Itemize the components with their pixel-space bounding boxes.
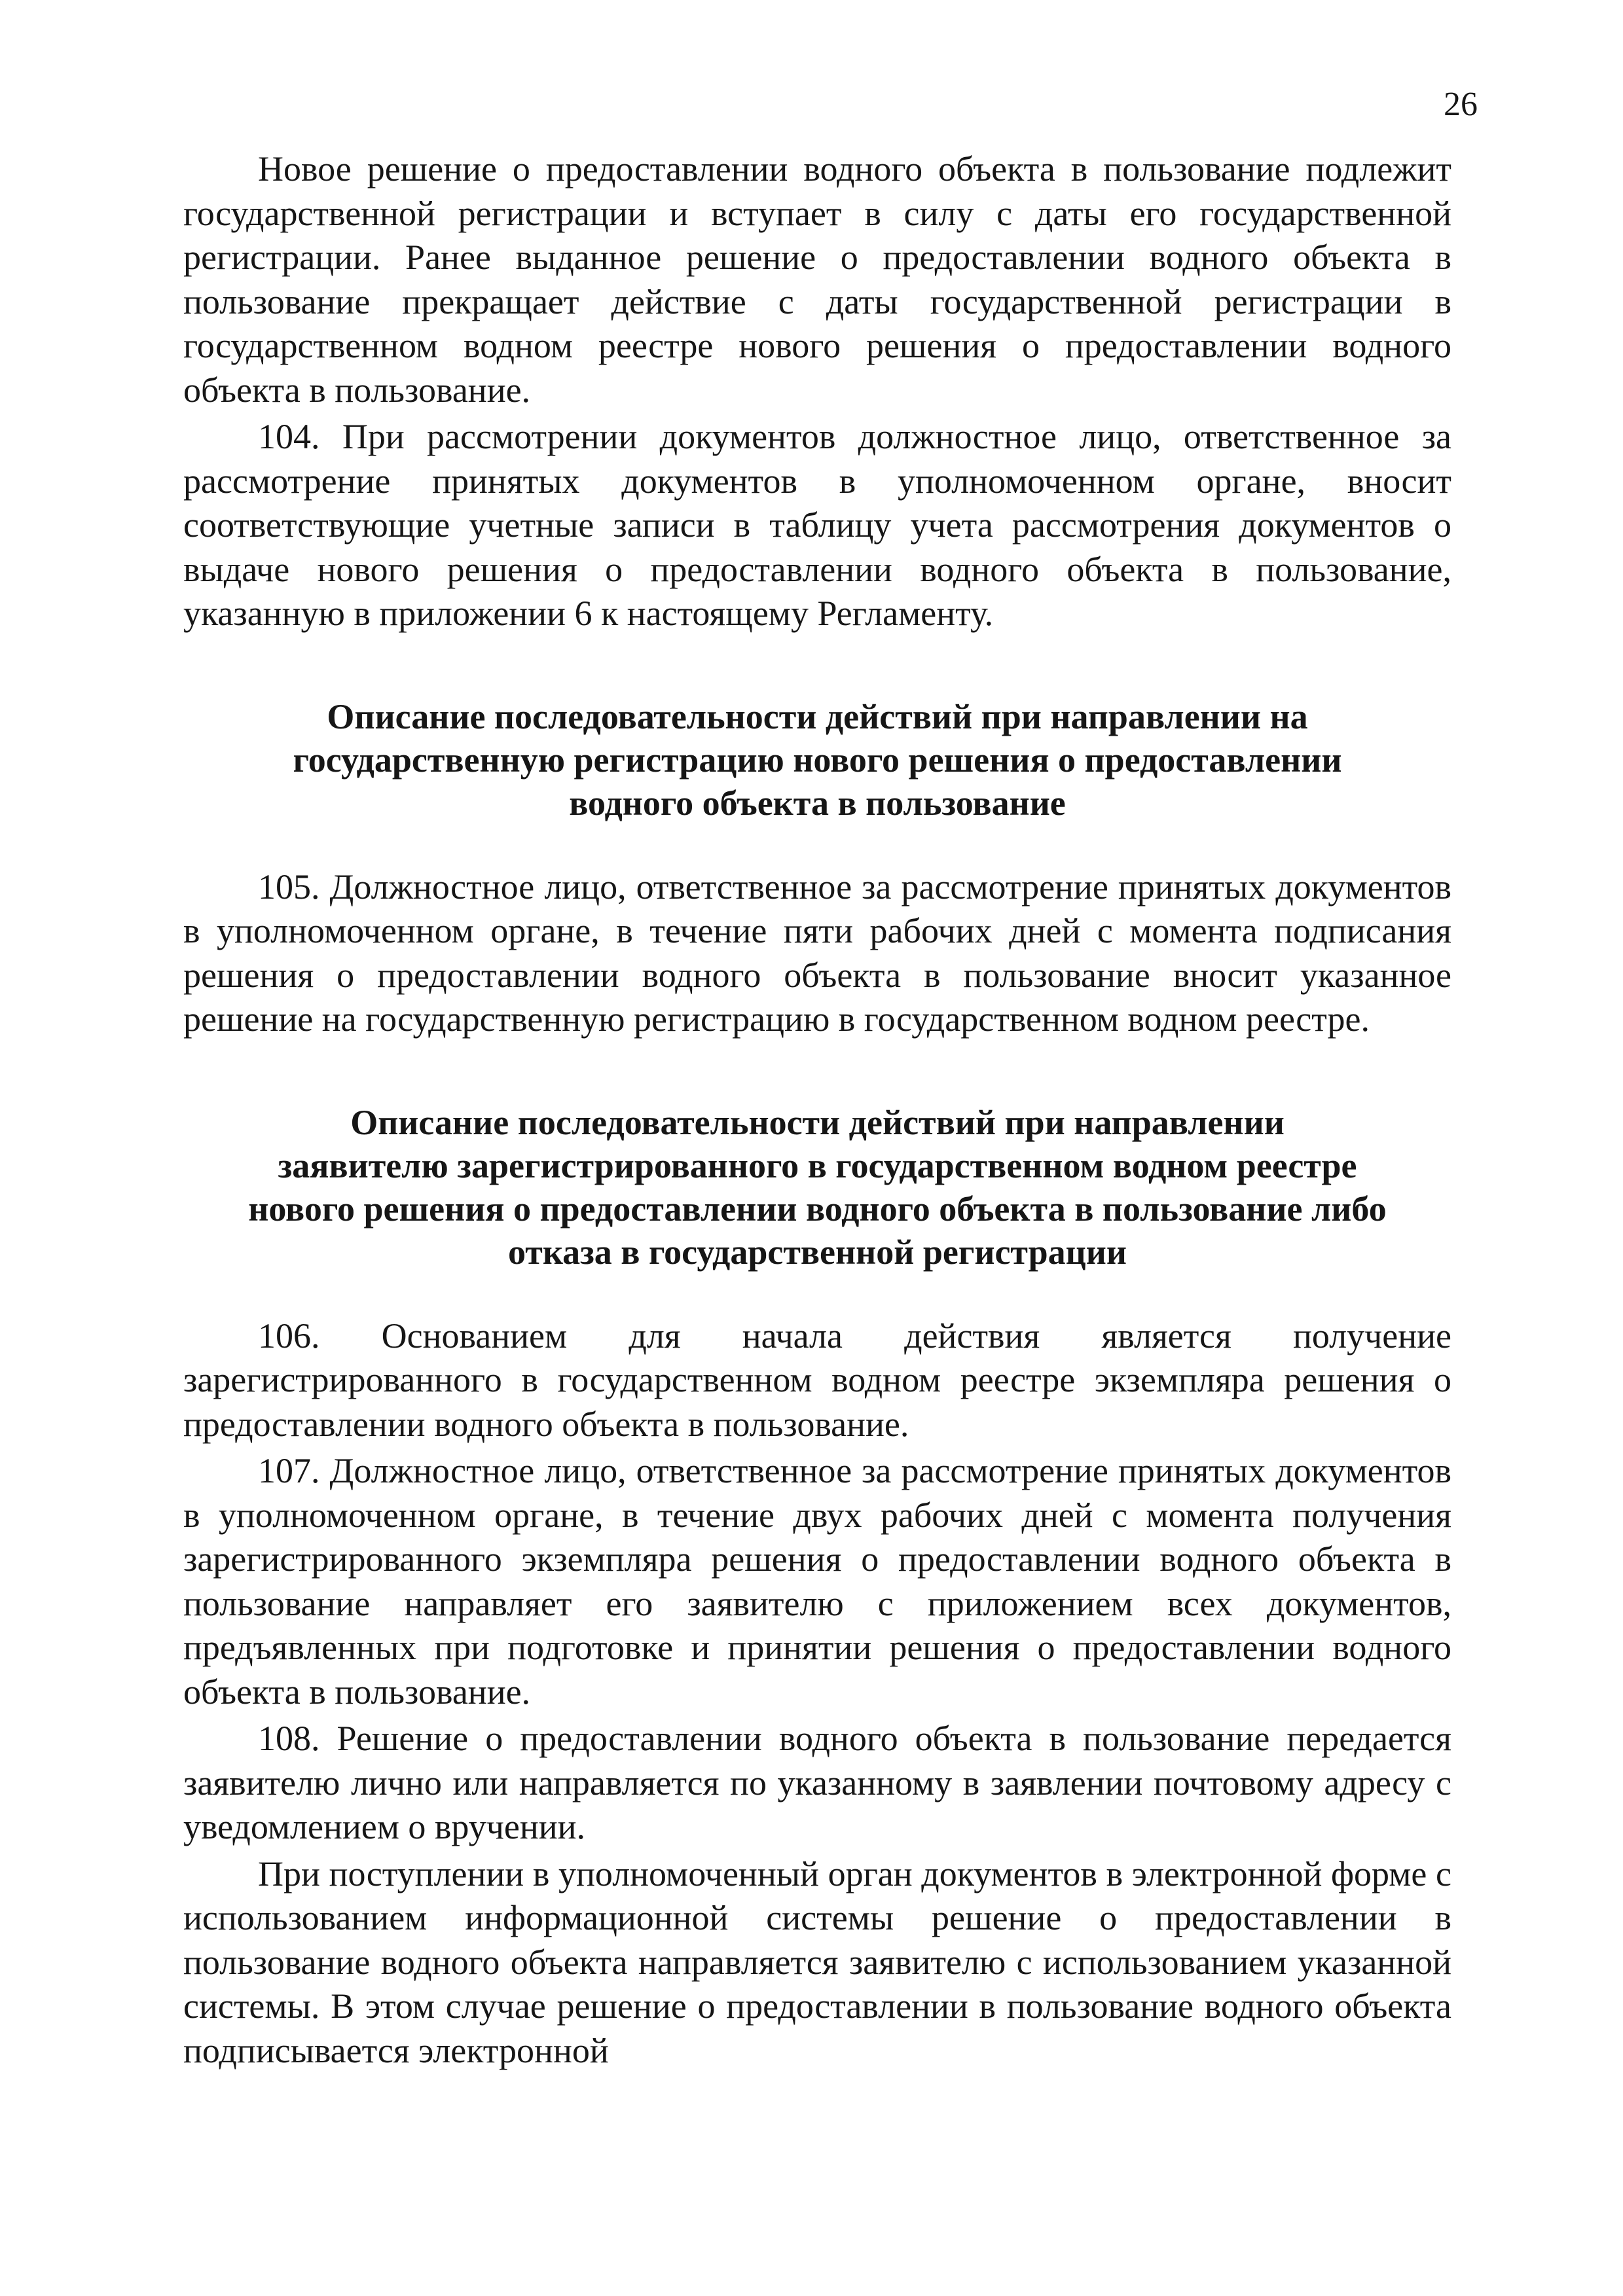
paragraph-new-decision: Новое решение о предоставлении водного объекта в пользование подлежит государственной регистрации и вступает в силу с даты его государственной регистрации. Ранее выданное решение о предоставлении водного объекта в пользование прекращает действие с даты государственной регистрации в государственном водном реестре нового решения о предоставлении водного объекта в пользование.: [183, 149, 1451, 410]
heading-line: отказа в государственной регистрации: [508, 1232, 1127, 1272]
heading-line: Описание последовательности действий при направлении на: [327, 696, 1308, 736]
paragraph-104: 104. При рассмотрении документов должностное лицо, ответственное за рассмотрение принятых документов в уполномоченном органе, вносит соответствующие учетные записи в таблицу учета рассмотрения документов о выдаче нового решения о предоставлении водного объекта в пользование, указанную в приложении 6 к настоящему Регламенту.: [183, 417, 1451, 633]
section-heading-registration: [183, 695, 1451, 825]
heading-line: государственную регистрацию нового решения о предоставлении: [293, 740, 1342, 780]
paragraph-105: 105. Должностное лицо, ответственное за рассмотрение принятых документов в уполномоченном органе, в течение пяти рабочих дней с момента подписания решения о предоставлении водного объекта в пользование вносит указанное решение на государственную регистрацию в государственном водном реестре.: [183, 867, 1451, 1039]
document-body: [183, 147, 1451, 2073]
heading-line: Описание последовательности действий при направлении: [350, 1102, 1285, 1142]
paragraph-electronic-form: При поступлении в уполномоченный орган документов в электронной форме с использованием информационной системы решение о предоставлении в пользование водного объекта направляется заявителю с использованием указанной системы. В этом случае решение о предоставлении в пользование водного объекта подписывается электронной: [183, 1854, 1451, 2070]
heading-line: нового решения о предоставлении водного объекта в пользование либо: [248, 1189, 1387, 1229]
paragraph-107: 107. Должностное лицо, ответственное за рассмотрение принятых документов в уполномоченном органе, в течение двух рабочих дней с момента получения зарегистрированного экземпляра решения о предоставлении водного объекта в пользование направляет его заявителю с приложением всех документов, предъявленных при подготовке и принятии решения о предоставлении водного объекта в пользование.: [183, 1451, 1451, 1712]
paragraph-108: 108. Решение о предоставлении водного объекта в пользование передается заявителю лично или направляется по указанному в заявлении почтовому адресу с уведомлением о вручении.: [183, 1719, 1451, 1846]
section-heading-sending: [183, 1101, 1451, 1274]
paragraph-106: 106. Основанием для начала действия является получение зарегистрированного в государственном водном реестре экземпляра решения о предоставлении водного объекта в пользование.: [183, 1316, 1451, 1444]
heading-line: заявителю зарегистрированного в государственном водном реестре: [278, 1145, 1357, 1185]
page-number: 26: [1444, 86, 1478, 123]
heading-line: водного объекта в пользование: [569, 783, 1066, 823]
